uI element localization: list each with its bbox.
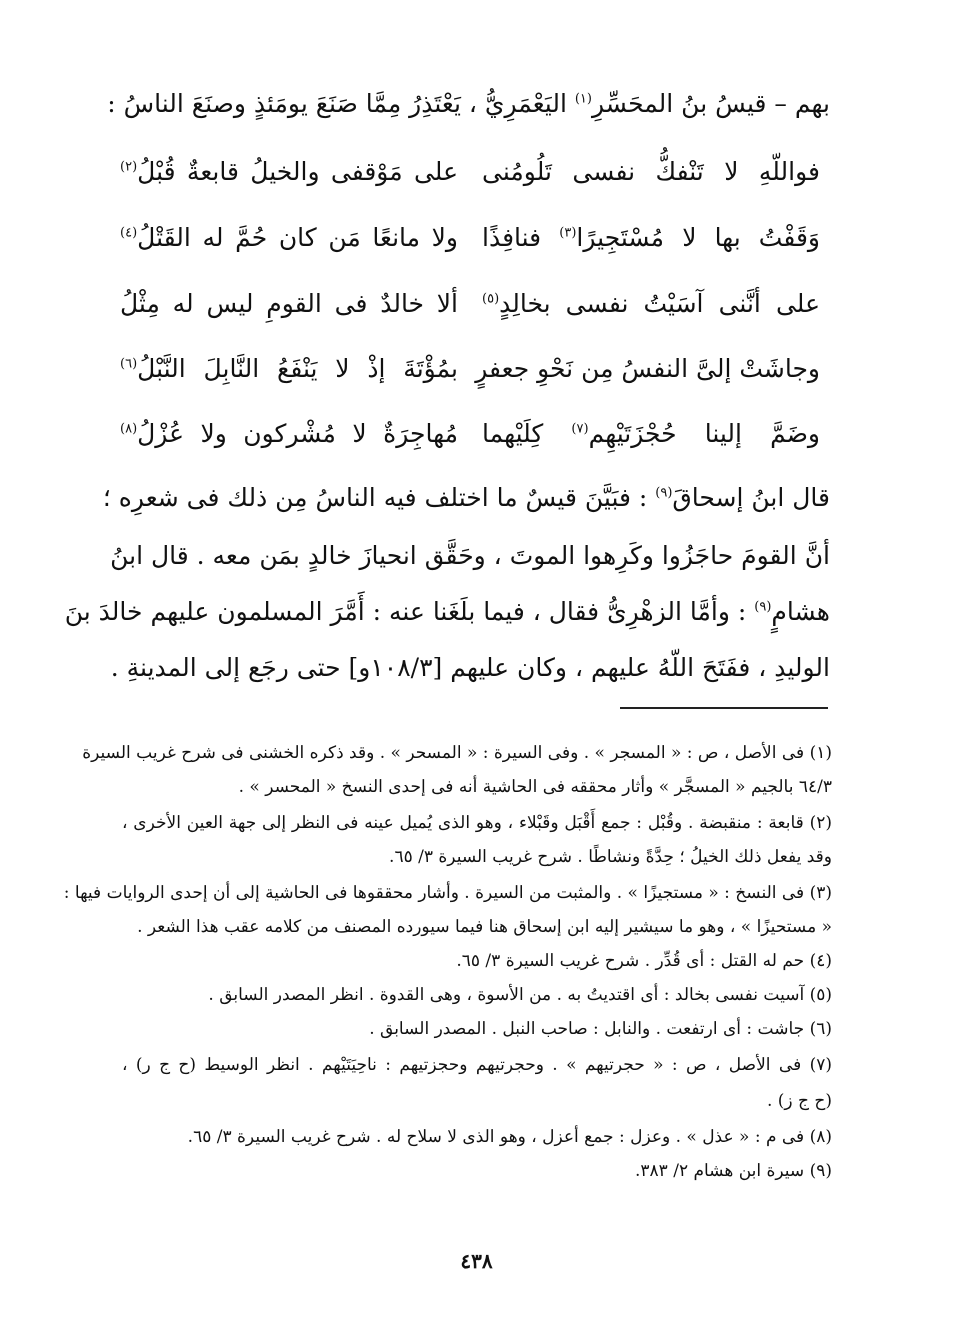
text-segment: كِلَيْهما	[482, 419, 572, 448]
verse-2	[120, 216, 820, 268]
text-segment: هشامٍ	[771, 597, 830, 626]
verse-second-hemistich	[120, 347, 458, 391]
text-segment: قال ابنُ إسحاقَ	[672, 483, 830, 512]
verse-first-hemistich	[482, 282, 820, 326]
text-segment: فواللّهِ لا تَنْفكُّ نفسى تَلُومُنى	[482, 157, 820, 186]
footnote-ref: (٨)	[120, 421, 138, 437]
footnote-ref: (٧)	[571, 421, 589, 437]
verse-second-hemistich	[120, 282, 458, 326]
footnote-9	[122, 1154, 832, 1188]
text-segment: (٥) آسيت نفسى بخالد : أى اقتديتُ به . من الأسوة ، وهى القدوة . انظر المصدر السابق .	[208, 985, 832, 1005]
text-segment: وضَمَّ إلينا حُجْزَتَيْهِم	[588, 419, 821, 448]
text-segment: (١) فى الأصل ، ص : « المسجر » . وفى السيرة : « المسحر » . وقد ذكره الخشنى فى شرح غريب السيرة	[82, 743, 832, 763]
verse-first-hemistich	[482, 216, 820, 260]
text-segment: (٧) فى الأصل ، ص : « حجرتيهم » . وحجرتيهم وحجزتيهم : ناحِيَتَيْهم . انظر الوسيط (ح ج ر) ،	[122, 1055, 832, 1075]
footnote-7	[122, 1048, 832, 1082]
text-segment: فنافِذًا	[482, 223, 560, 252]
footnote-2-cont	[142, 840, 832, 874]
page-number: ٤٣٨	[460, 1249, 493, 1273]
text-segment: (٣) فى النسخ : « مستجيزًا » . والمثبت من السيرة . وأشار محققوها فى الحاشية إلى أن إحدى الروايات فيها :	[63, 883, 832, 903]
text-segment: : وأمَّا الزهْرِىُّ فقال ، فيما بلَغَنا عنه : أَمَّرَ المسلمون عليهم خالدَ بنَ	[64, 597, 755, 626]
paragraph-line-1	[102, 478, 830, 518]
text-segment: الوليدِ ، ففَتَحَ اللّهُ عليهم ، وكان عليهم [١٠٨/٣و] حتى رجَع إلى المدينةِ .	[110, 653, 830, 682]
text-segment: : فبَيَّنَ قيسٌ ما اختلف فيه الناسُ مِن ذلك فى شعرِه ؛	[102, 483, 656, 512]
footnote-ref: (٥)	[482, 291, 500, 307]
text-segment: ٦٤/٣ بالجيم « المسجَّر » وأثار محققه فى الحاشية أنه فى إحدى النسخ « المحسر » .	[238, 777, 832, 797]
footnote-1-cont	[142, 770, 832, 804]
footnote-7-cont	[122, 1084, 832, 1118]
verse-second-hemistich	[120, 412, 458, 456]
footnote-3-cont	[137, 910, 832, 944]
verse-second-hemistich	[120, 150, 458, 194]
verse-5	[120, 412, 820, 464]
intro-line	[107, 84, 830, 124]
verse-first-hemistich	[482, 150, 820, 194]
footnote-ref: (٩)	[655, 485, 673, 501]
footnote-ref: (٢)	[120, 159, 138, 175]
text-segment: وقد يفعل ذلك الخيلُ ؛ حِدَّةً ونشاطًا . شرح غريب السيرة ٣/ ٦٥.	[389, 847, 832, 867]
verse-1	[120, 150, 820, 202]
footnote-2	[122, 806, 832, 840]
text-segment: (٩) سيرة ابن هشام ٢/ ٣٨٣.	[634, 1161, 832, 1181]
footnote-4	[122, 944, 832, 978]
text-segment: ألا خالدٌ فى القومِ ليس له مِثْلُ	[120, 289, 458, 318]
text-segment: (٢) قابعة : منقبضة . وقُبْل : جمع أَقْبَل وقَبْلاء ، وهو الذى يُميل عينه فى النظر إلى جهة العين الأخرى ،	[122, 813, 832, 833]
verse-4	[120, 347, 820, 399]
footnote-ref: (٩)	[754, 599, 772, 615]
verse-second-hemistich	[120, 216, 458, 260]
footnote-ref: (٦)	[120, 356, 138, 372]
text-segment: (٦) جاشت : أى ارتفعت . والنابل : صاحب النبل . المصدر السابق .	[369, 1019, 832, 1039]
text-segment: (ح ج ز) .	[766, 1091, 832, 1111]
text-segment: ولا مانعًا مَن كان حُمَّ له القَتْلُ	[137, 223, 458, 252]
text-segment: أنَّ القومَ حاجَزُوا وكَرِهوا الموتَ ، وحَقَّق انحيازَ خالدٍ بمَن معه . قال ابنُ	[110, 541, 830, 570]
footnote-1	[82, 736, 832, 770]
text-segment: وَقَفْتُ بها لا مُسْتَجِيرًا	[576, 223, 821, 252]
intro-text-b: اليَعْمَرِيُّ ، يَعْتَذِرُ مِمَّا صَنَعَ يومَئذٍ وصنَعَ الناسُ :	[107, 89, 575, 118]
footnote-ref: (٣)	[559, 225, 577, 241]
text-segment: « مستحيزًا » ، وهو ما سيشير إليه ابن إسحاق هنا فيما سيورده المصنف من كلامه عقب هذا الشعر .	[137, 917, 832, 937]
verse-first-hemistich	[475, 347, 820, 391]
text-segment: على أنَّنى آسَيْتُ نفسى بخالِدٍ	[499, 289, 820, 318]
text-segment: بمُؤْتَةَ إذْ لا يَنْفَعُ النَّابِلَ النَّبْلُ	[137, 354, 458, 383]
text-segment: مُهاجِرَةٌ لا مُشْركون ولا عُزْلُ	[137, 419, 458, 448]
verse-3	[120, 282, 820, 334]
footnote-6	[122, 1012, 832, 1046]
footnote-8	[122, 1120, 832, 1154]
footnote-ref: (١)	[574, 91, 592, 107]
footnote-5	[122, 978, 832, 1012]
paragraph-line-4	[112, 648, 830, 688]
footnote-3	[63, 876, 832, 910]
footnote-separator	[620, 707, 828, 709]
footnote-ref: (٤)	[120, 225, 138, 241]
text-segment: وجاشَتْ إلىَّ النفسُ مِن نَحْوِ جعفرٍ	[475, 354, 820, 383]
paragraph-line-2	[112, 536, 830, 576]
intro-text-a: بهم – قيسُ بنُ المحَسِّرِ	[591, 89, 830, 118]
text-segment: (٨) فى م : « عذل » . وعزل : جمع أعزل ، وهو الذى لا سلاح له . شرح غريب السيرة ٣/ ٦٥.	[187, 1127, 832, 1147]
text-segment: على مَوْقفى والخيلُ قابعةٌ قُبْلُ	[137, 157, 458, 186]
paragraph-line-3	[64, 592, 830, 632]
verse-first-hemistich	[482, 412, 820, 456]
text-segment: (٤) حم له القتل : أى قُدِّر . شرح غريب السيرة ٣/ ٦٥.	[456, 951, 832, 971]
